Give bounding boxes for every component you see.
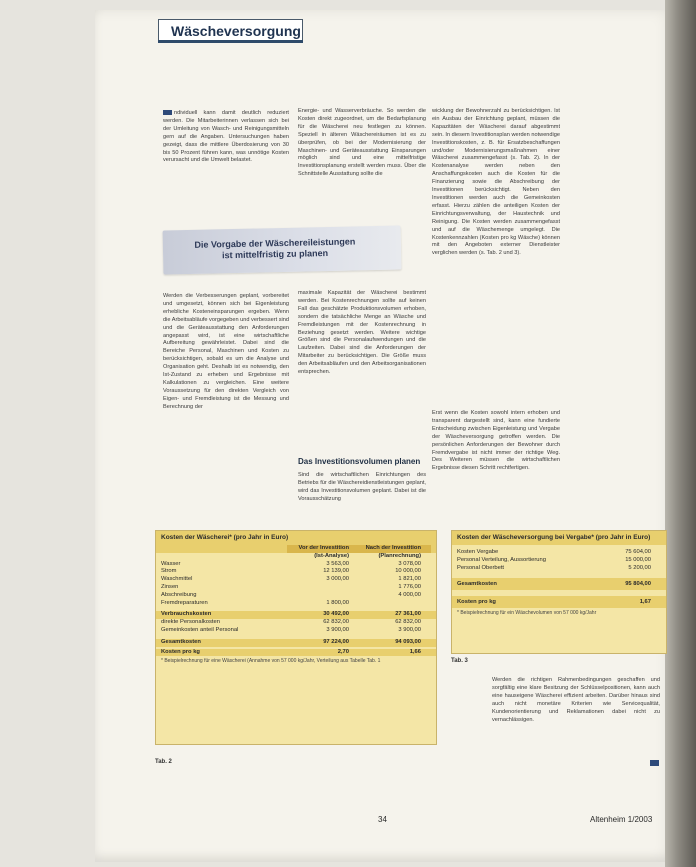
table-row: Personal Verteilung, Aussortierung 15 000,00 [457, 556, 651, 563]
table-row: Personal Oberbett 5 200,00 [457, 564, 651, 571]
table-row: Strom 12 139,00 10 000,00 [161, 568, 421, 575]
page-binding-edge [665, 0, 696, 867]
table-2-title: Kosten der Wäscheversorgung bei Vergabe* (pro Jahr in Euro) [452, 531, 666, 545]
column-2-top: Energie- und Wasserverbräuche. So werden die Kosten direkt zugeordnet, um die Bedarfsplanung für die Wäscherei neu festlegen zu können. Speziell in älteren Wäschereiräumen ist es zu überprüfen, ob bei der Modernisierung der Maschinen- und Geräteausstattung Einsparungen möglich sind und eine mittelfristige Investitionsplanung erstellt werden muss. Über die Schnittstelle Ausstattung sollte die [298, 108, 426, 178]
table-row: Gemeinkosten anteil Personal 3 900,00 3 900,00 [161, 626, 421, 633]
magazine-issue: Altenheim 1/2003 [590, 815, 653, 824]
pull-quote-text: Die Vorgabe der Wäschereileistungen ist mittelfristig zu planen [194, 236, 356, 261]
table-1-subtotal-row: Verbrauchskosten 30 492,00 27 361,00 [156, 611, 436, 619]
table-2-per-kg-row: Kosten pro kg 1,67 [452, 596, 666, 608]
table-row: Zinsen 1 776,00 [161, 583, 421, 590]
column-3-top: wicklung der Bewohnerzahl zu berücksichtigen. Ist ein Ausbau der Einrichtung geplant, müssen die Kapazitäten der Wäscherei darauf abgestimmt sein. In diesem Investitionsplan werden notwendige Investitionskosten, z. B. für Ersatzbeschaffungen und/oder Modernisierungsmaßnahmen einer Wäscherei zusammengefasst (s. Tab. 2). In der Kostenanalyse werden neben den Anschaffungskosten auch die Kosten für die Finanzierung sowie die Abschreibung der Investitionen berücksichtigt. Neben den Investitionen werden auch die Gemeinkosten erfasst. Hierzu zählen die anteiligen Kosten der Einrichtungsverwaltung, der Haustechnik und Reinigung. Die Kosten werden zusammengefasst und auf die Wäschemenge umgelegt. Die Kostenkennzahlen (Kosten pro kg Wäsche) können mit den Angeboten externer Dienstleister verglichen werden (s. Tab. 2 und 3). [432, 108, 560, 257]
column-3-mid: Erst wenn die Kosten sowohl intern erhoben und transparent dargestellt sind, kann eine fundierte Entscheidung zwischen Eigenleistung und Vergabe der Wäscheversorgung getroffen werden. Die persönlichen Anforderungen der Bewohner durch Fremdvergabe ist nicht immer der richtige Weg. Des Weiteren müssen die wirtschaftlichen Ergebnisse diesen Schritt rechtfertigen. [432, 410, 560, 472]
table-2-total-row: Gesamtkosten 95 804,00 [452, 578, 666, 590]
table-1-total-row: Gesamtkosten 97 224,00 94 093,00 [156, 639, 436, 647]
pull-quote-banner [163, 226, 402, 275]
bullet-icon [163, 110, 172, 115]
column-3-bottom: Werden die richtigen Rahmenbedingungen geschaffen und sorgfältig eine klare Besitzung der Schlüsselpositionen, kann auch eine hauseigene Wäscherei effizient arbeiten. Darüber hinaus sind auch nicht monetäre Kriterien wie Servicequalität, Kundenorientierung und Reklamationen dabei nicht zu vernachlässigen. [492, 677, 660, 723]
end-mark-icon [650, 760, 659, 766]
table-row: Waschmittel 3 000,00 1 821,00 [161, 576, 421, 583]
table-2-footnote: * Beispielrechnung für ein Wäschevolumen von 57 000 kg/Jahr [457, 610, 597, 617]
column-2-heading: Das Investitionsvolumen planen [298, 457, 421, 466]
section-title-underline [158, 40, 303, 43]
column-2-mid: maximale Kapazität der Wäscherei bestimmt werden. Bei Kostenrechnungen sollte auf keinen Fall das geschätzte Produktionsvolumen erhoben, sondern die tatsächliche Menge an Wäsche und Fremdleistungen mit der Kostenrechnung in Beziehung gesetzt werden. Weitere wichtige Größen sind die Personalaufwendungen und die Laufzeiten. Dabei sind die Anforderungen der Mitarbeiter zu berücksichtigen. Die Größe muss den Arbeitsabläufen und den Arbeitsorganisationen entsprechen. [298, 290, 426, 376]
cost-table-wascherei [155, 530, 437, 745]
table-1-per-kg-row: Kosten pro kg 2,70 1,66 [156, 649, 436, 657]
table-1-title: Kosten der Wäscherei* (pro Jahr in Euro) [156, 531, 436, 545]
section-title: Wäscheversorgung [158, 19, 303, 41]
table-1-subheader-row: (Ist-Analyse) (Planrechnung) [314, 552, 421, 559]
table-row: Fremdreparaturen 1 800,00 [161, 599, 349, 606]
table-1-footnote: * Beispielrechnung für eine Wäscherei (Annahme von 57 000 kg/Jahr, Verteilung aus Tabelle Tab. 1 [161, 658, 381, 665]
table-2-caption: Tab. 3 [451, 658, 468, 664]
cost-table-vergabe [451, 530, 667, 654]
table-1-caption: Tab. 2 [155, 759, 172, 765]
page-number: 34 [378, 815, 387, 824]
table-row: Kosten Vergabe 75 604,00 [457, 549, 651, 555]
column-1-top: ndividuell kann damit deutlich reduziert werden. Die Mitarbeiterinnen verlassen sich bei der Umleitung von Wasch- und Reinigungsmitteln gern auf die Angaben. Untersuchungen haben gezeigt, dass die mittlere Überdosierung von 30 bis 50 Prozent führen kann, was unnötige Kosten verursacht und die Umwelt belastet. [163, 110, 289, 164]
column-2-bottom: Sind die wirtschaftlichen Einrichtungen des Betriebs für die Wäschereidienstleistungen geplant, wird das Investitionsvolumen geplant. Dabei ist die Vorausschätzung [298, 472, 426, 502]
table-row: Abschreibung 4 000,00 [161, 591, 421, 598]
table-row: direkte Personalkosten 62 832,00 62 832,00 [161, 619, 421, 626]
table-1-header-row: Vor der Investition Nach der Investition [156, 545, 436, 553]
column-1-bottom: Werden die Verbesserungen geplant, vorbereitet und umgesetzt, können sich bei Eigenleistung erhebliche Kosteneinsparungen ergeben. Wenn die Arbeitsabläufe vorgegeben und verbessert sind und die Geräteausstattung den Anforderungen angepasst wird, ist eine wirtschaftliche Aufbereitung gewährleistet. Dabei sind die Bereiche Personal, Maschinen und Kosten zu berücksichtigen, sobald es um die Analyse und Organisation geht. Deshalb ist es notwendig, den Ist-Zustand zu erheben und Ergebnisse mit Kalkulationen zu vergleichen. Eine weitere Voraussetzung für den direkten Vergleich von Eigen- und Fremdleistung ist die Messung und Berechnung der [163, 293, 289, 410]
table-row: Wasser 3 563,00 3 078,00 [161, 560, 421, 567]
